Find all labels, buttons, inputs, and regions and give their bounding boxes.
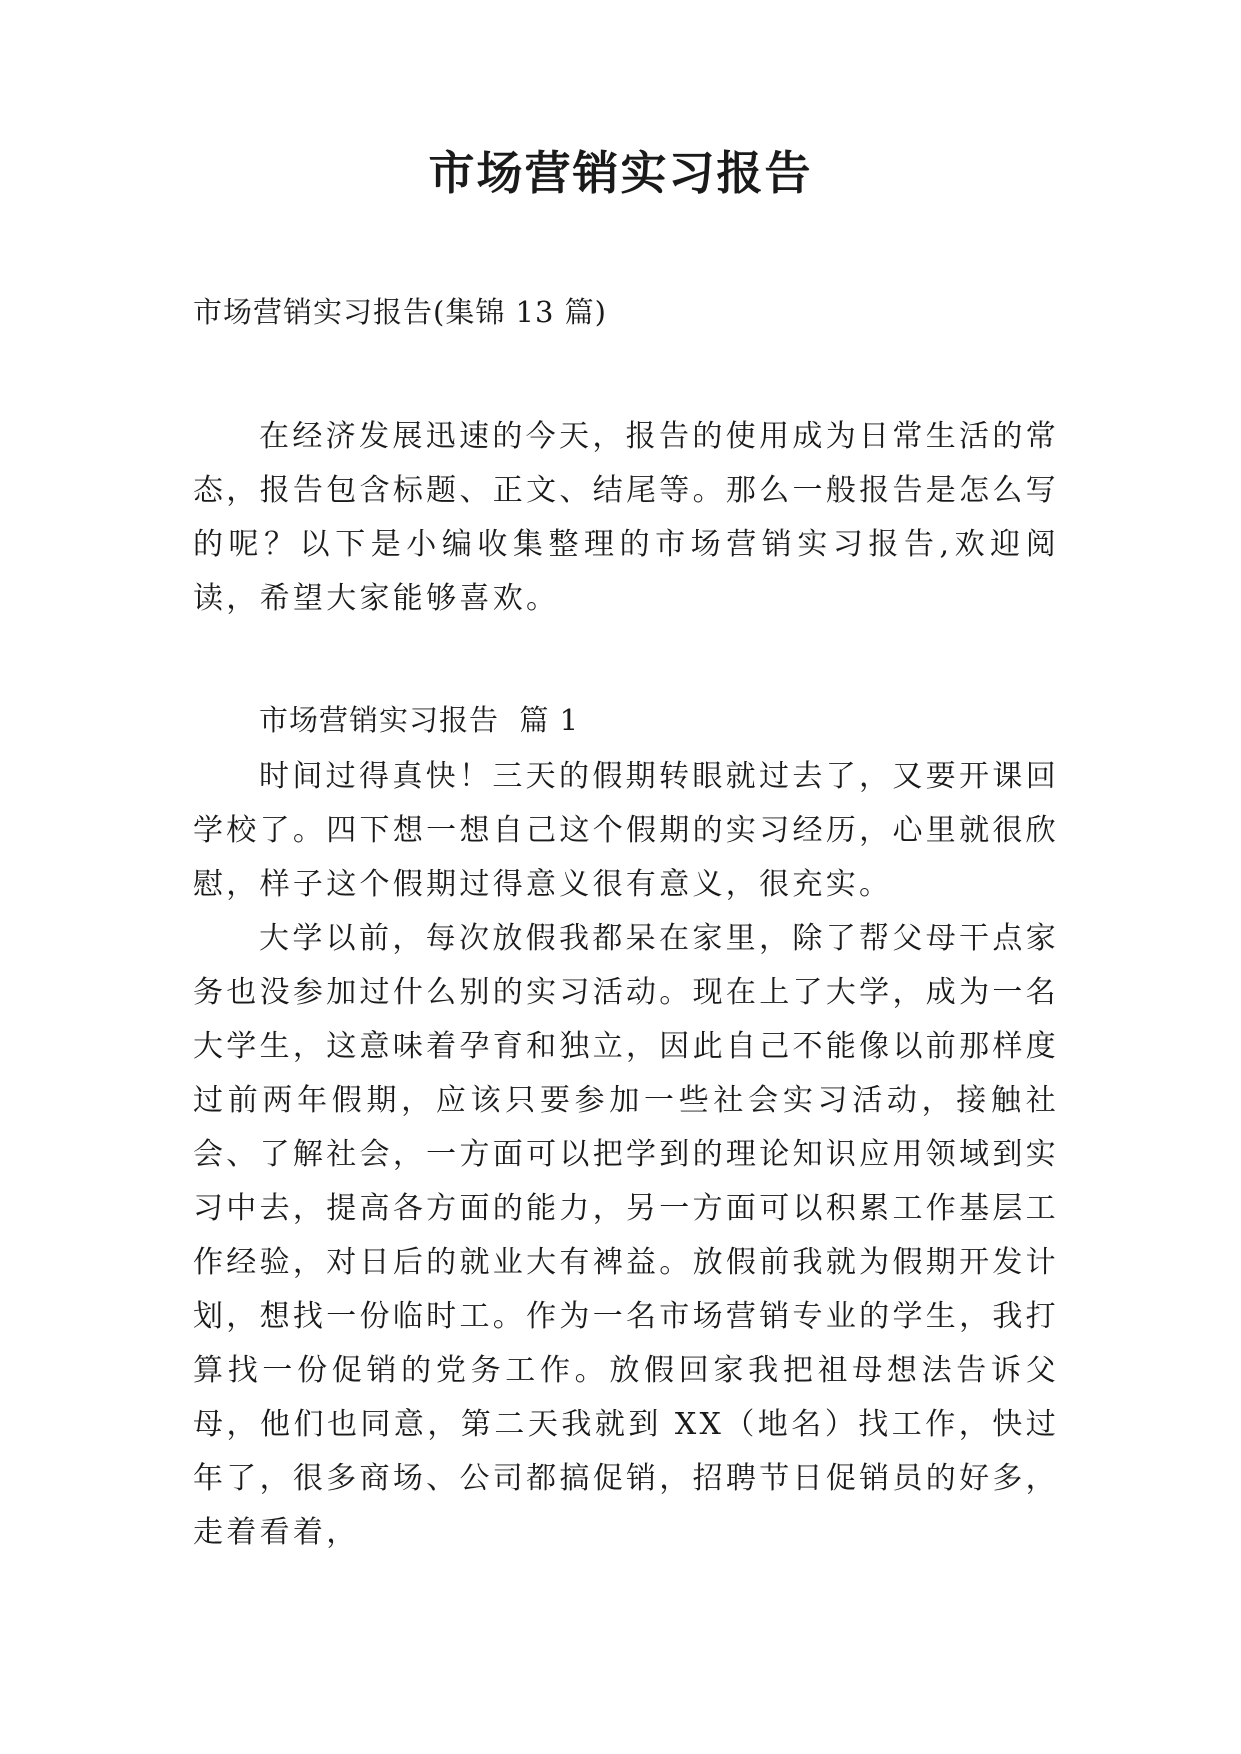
section-heading: 市场营销实习报告 篇 1: [259, 703, 580, 737]
document-title: 市场营销实习报告: [428, 146, 813, 200]
document-subtitle: 市场营销实习报告(集锦 13 篇): [193, 295, 607, 329]
body-paragraph-2: 大学以前，每次放假我都呆在家里，除了帮父母干点家务也没参加过什么别的实习活动。现在上了大学，成为一名大学生，这意味着孕育和独立，因此自己不能像以前那样度过前两年假期，应该只要参加一些社会实习活动，接触社会、了解社会，一方面可以把学到的理论知识应用领域到实习中去，提高各方面的能力，另一方面可以积累工作基层工作经验，对日后的就业大有裨益。放假前我就为假期开发计划，想找一份临时工。作为一名市场营销专业的学生，我打算找一份促销的党务工作。放假回家我把祖母想法告诉父母，他们也同意，第二天我就到 XX（地名）找工作，快过年了，很多商场、公司都搞促销，招聘节日促销员的好多，走着看着，: [193, 921, 1059, 1550]
body-paragraph-1: 时间过得真快！三天的假期转眼就过去了，又要开课回学校了。四下想一想自己这个假期的实习经历，心里就很欣慰，样子这个假期过得意义很有意义，很充实。: [193, 759, 1059, 902]
section-body: [193, 750, 1059, 1560]
intro-paragraph: 在经济发展迅速的今天，报告的使用成为日常生活的常态，报告包含标题、正文、结尾等。那么一般报告是怎么写的呢？以下是小编收集整理的市场营销实习报告,欢迎阅读，希望大家能够喜欢。: [193, 419, 1059, 616]
